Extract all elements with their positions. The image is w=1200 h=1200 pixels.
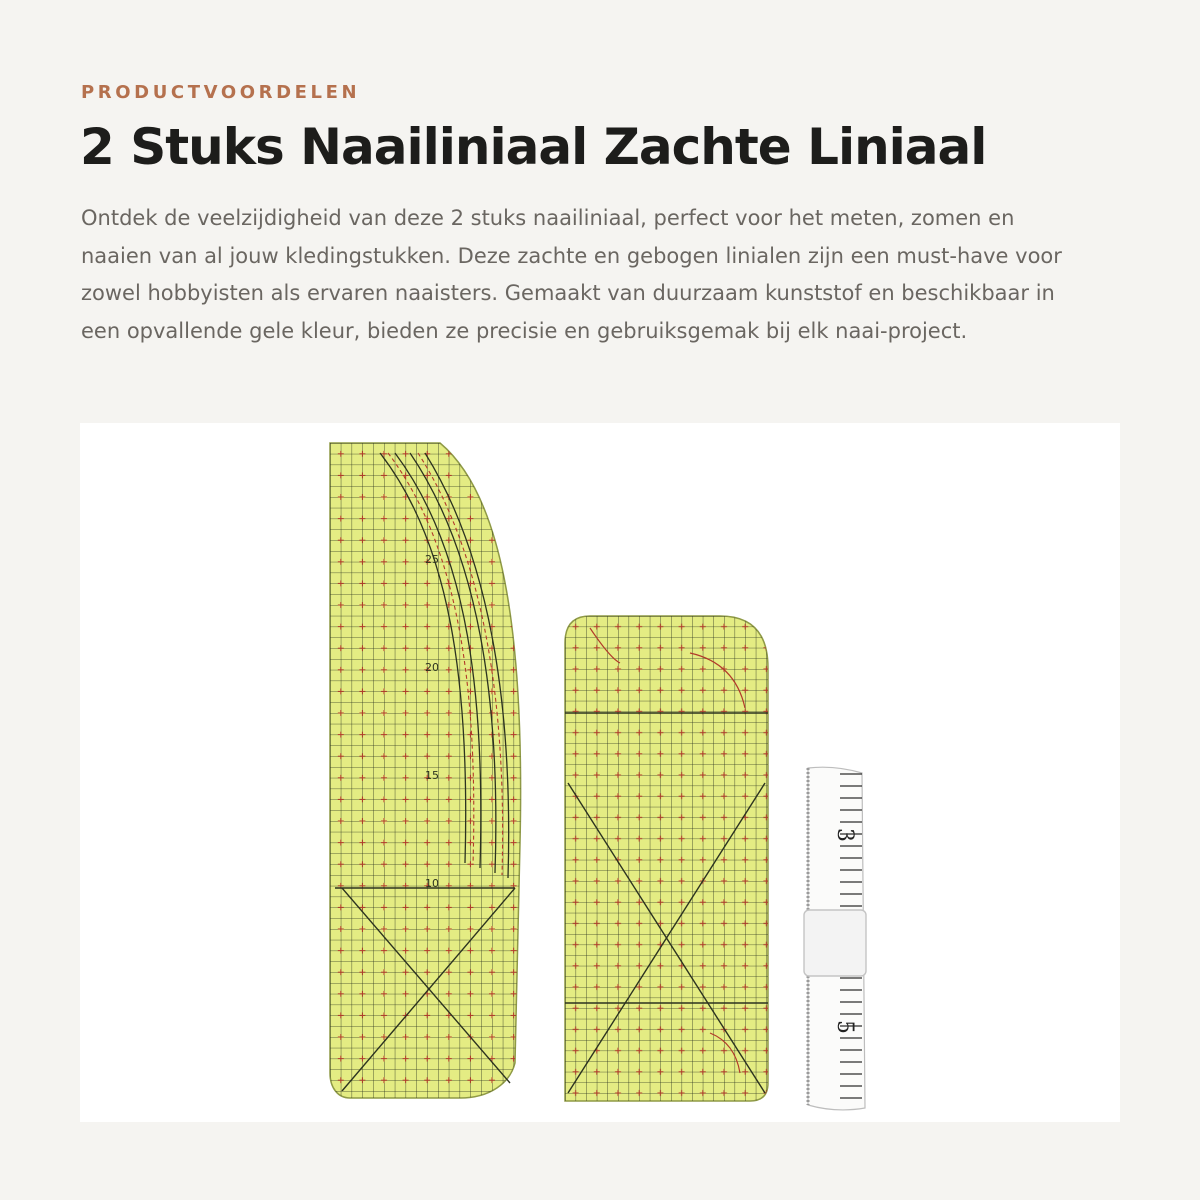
product-image bbox=[80, 423, 1120, 1122]
long-ruler-mark-15: 15 bbox=[425, 769, 439, 782]
long-ruler-mark-20: 20 bbox=[425, 661, 439, 674]
page-title: 2 Stuks Naailiniaal Zachte Liniaal bbox=[80, 118, 987, 176]
tape-measure-clip bbox=[804, 910, 866, 976]
hem-ruler bbox=[565, 616, 768, 1101]
product-description: Ontdek de veelzijdigheid van deze 2 stuks naailiniaal, perfect voor het meten, zomen en naaien van al jouw kledingstukken. Deze zachte en gebogen linialen zijn een must-have voor zowel hobbyisten als ervaren naaisters. Gemaakt van duurzaam kunststof en beschikbaar in een opvallende gele kleur, bieden ze precisie en gebruiksgemak bij elk naai-project. bbox=[81, 206, 1062, 343]
long-ruler bbox=[330, 443, 521, 1098]
long-ruler-mark-10: 10 bbox=[425, 877, 439, 890]
long-ruler-mark-25: 25 bbox=[425, 553, 439, 566]
tape-mark-3: 3 bbox=[832, 828, 857, 842]
tape-mark-5: 5 bbox=[832, 1020, 857, 1034]
section-eyebrow: PRODUCTVOORDELEN bbox=[81, 82, 361, 103]
tape-measure bbox=[804, 767, 866, 1110]
